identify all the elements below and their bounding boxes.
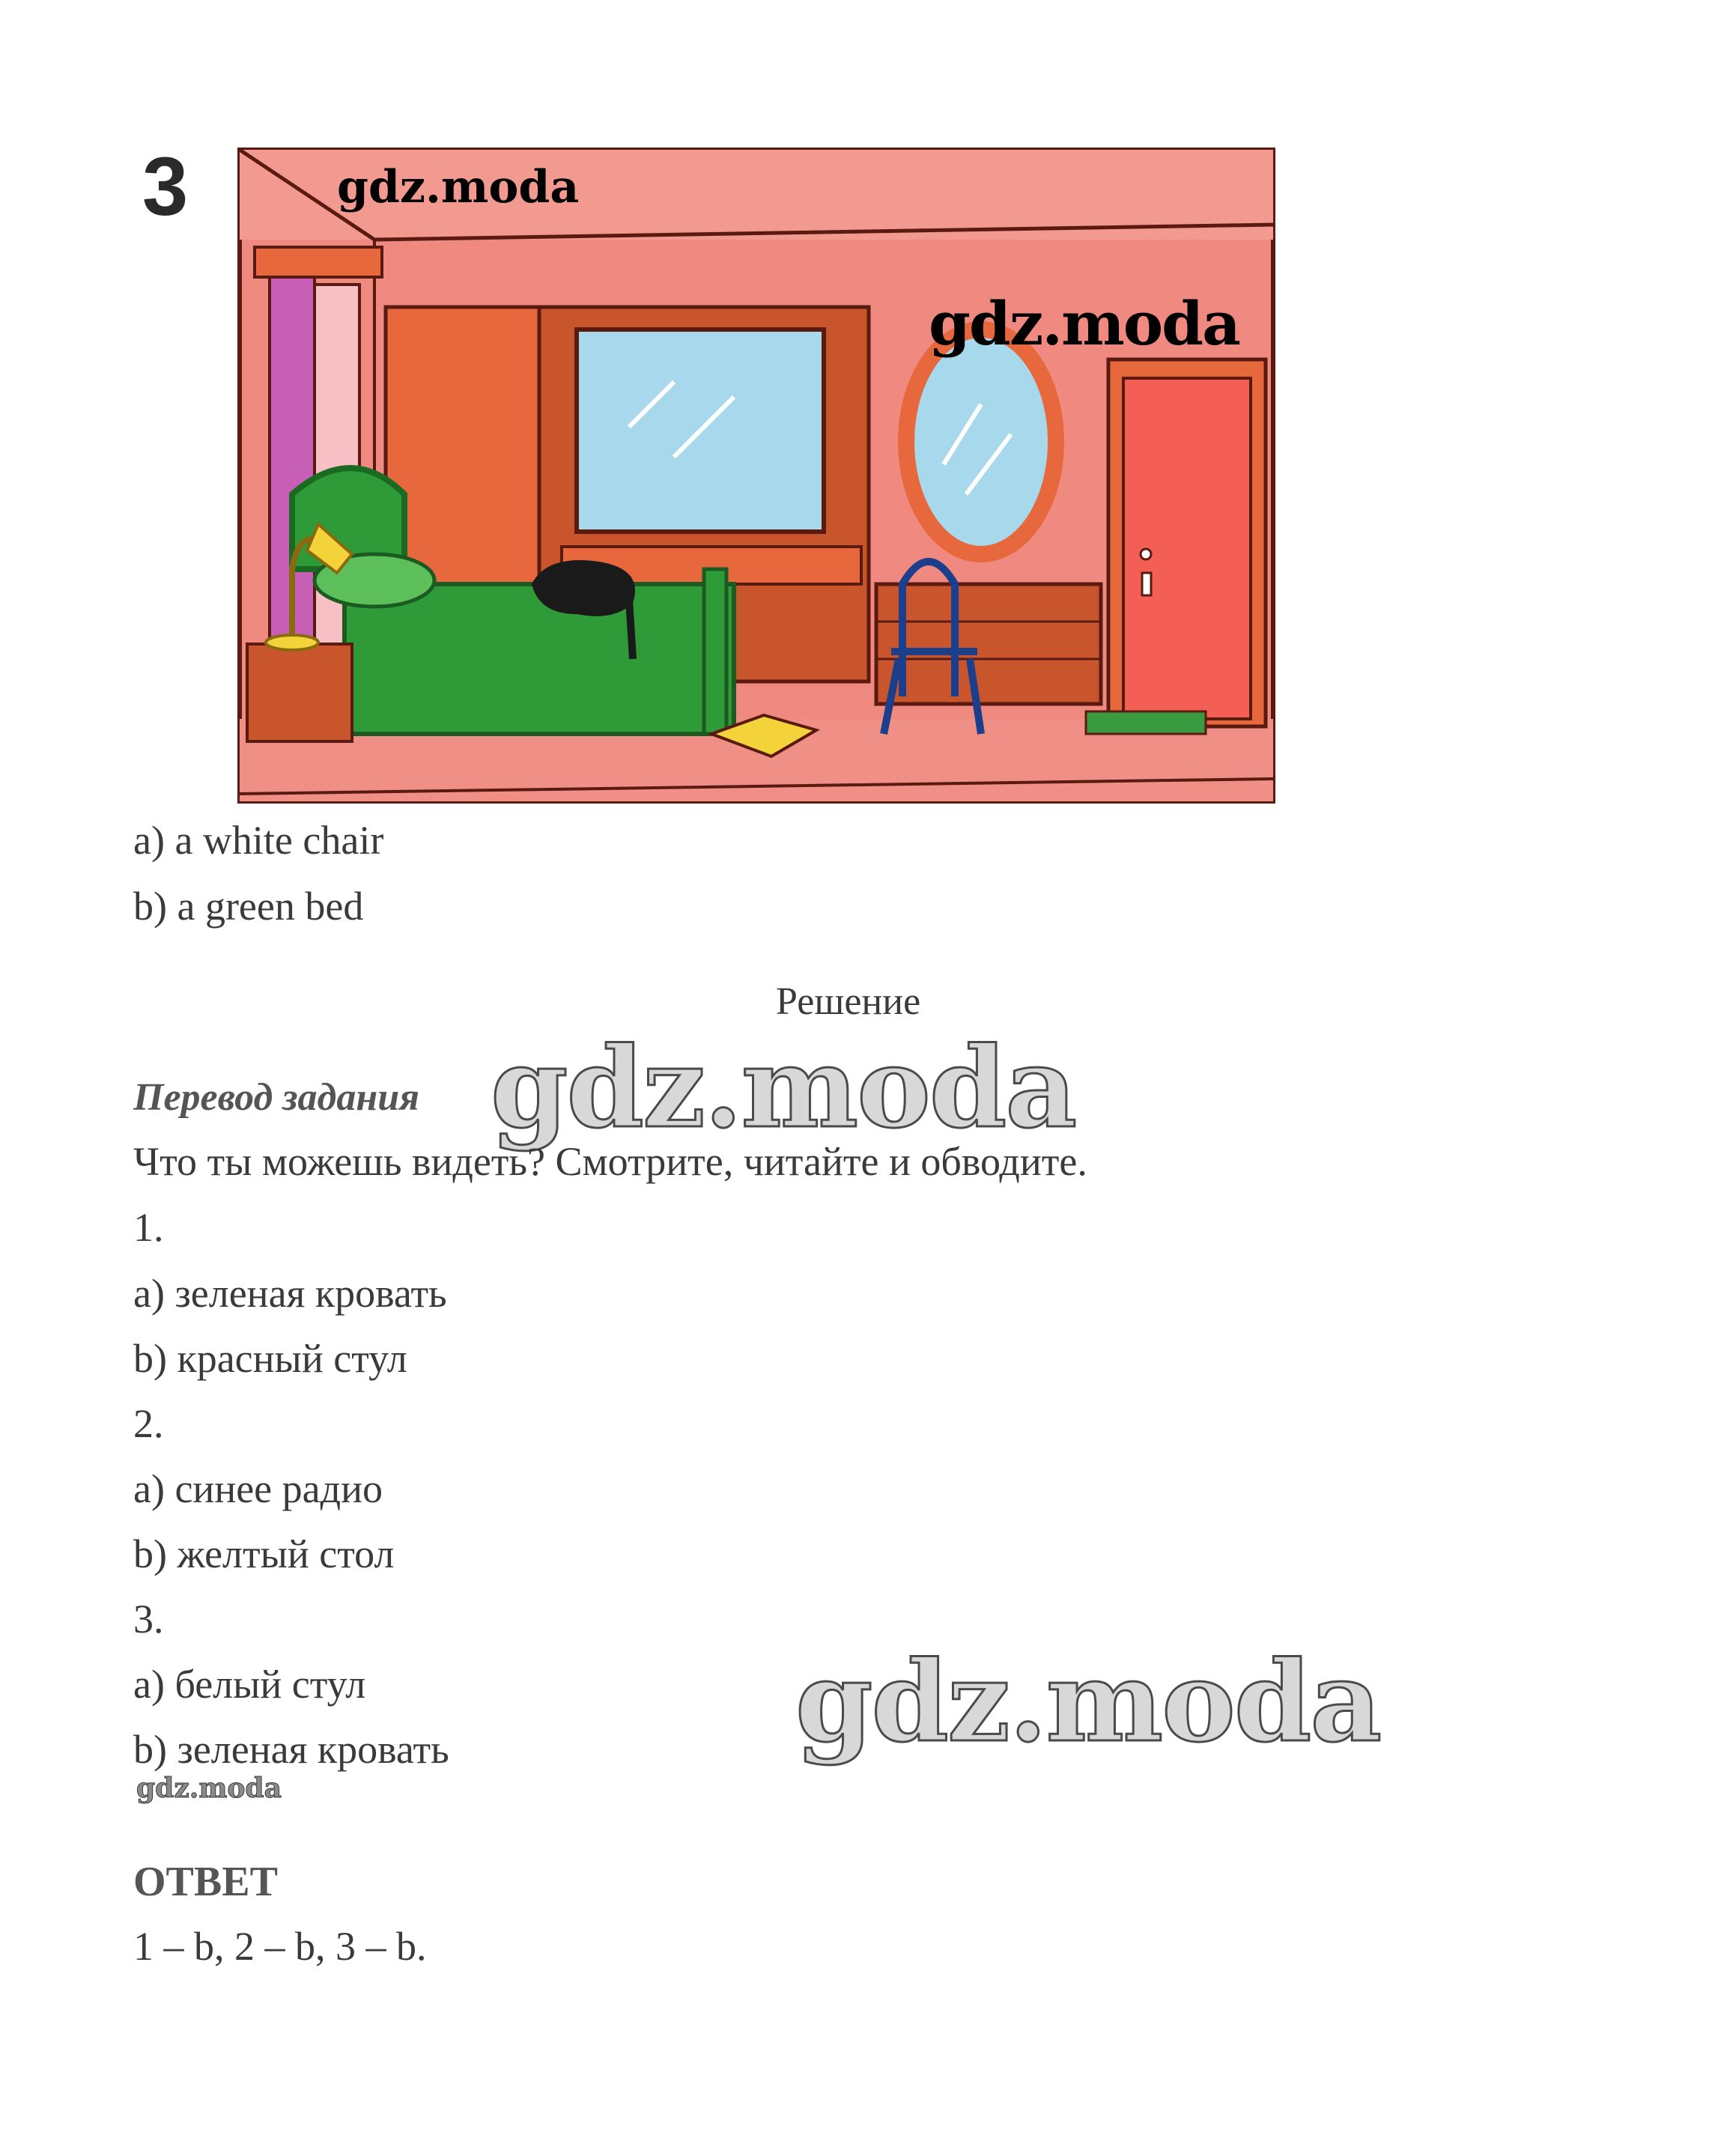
answer-text: 1 – b, 2 – b, 3 – b. [133, 1924, 427, 1969]
option-a: a) a white chair [133, 818, 384, 863]
item-1-option-a: a) зеленая кровать [133, 1271, 447, 1316]
item-3-option-a: a) белый стул [133, 1662, 366, 1707]
instruction-text: Что ты можешь видеть? Смотрите, читайте и обводите. [133, 1139, 1087, 1184]
door [1123, 378, 1251, 719]
bedside-table [247, 644, 352, 741]
image-watermark-1: gdz.moda [337, 161, 580, 213]
item-2-option-a: a) синее радио [133, 1466, 383, 1511]
item-3-option-b: b) зеленая кровать [133, 1727, 449, 1772]
exercise-number: 3 [142, 141, 189, 233]
option-b: b) a green bed [133, 884, 364, 929]
item-1-number: 1. [133, 1205, 164, 1250]
mirror [906, 330, 1056, 554]
dresser [876, 584, 1101, 704]
page-watermark-3: gdz.moda [136, 1773, 282, 1804]
item-1-option-b: b) красный стул [133, 1336, 407, 1381]
item-3-number: 3. [133, 1597, 164, 1642]
doormat [1086, 711, 1206, 734]
page-watermark-2: gdz.moda [795, 1636, 1381, 1767]
item-2-number: 2. [133, 1401, 164, 1446]
answer-heading: ОТВЕТ [133, 1859, 278, 1905]
image-watermark-2: gdz.moda [929, 288, 1239, 359]
bedroom-illustration [225, 105, 1318, 809]
page-watermark-1: gdz.moda [491, 1022, 1076, 1153]
translation-heading: Перевод задания [133, 1076, 419, 1119]
item-2-option-b: b) желтый стол [133, 1531, 395, 1576]
solution-heading: Решение [776, 980, 921, 1023]
green-bed [344, 584, 734, 734]
